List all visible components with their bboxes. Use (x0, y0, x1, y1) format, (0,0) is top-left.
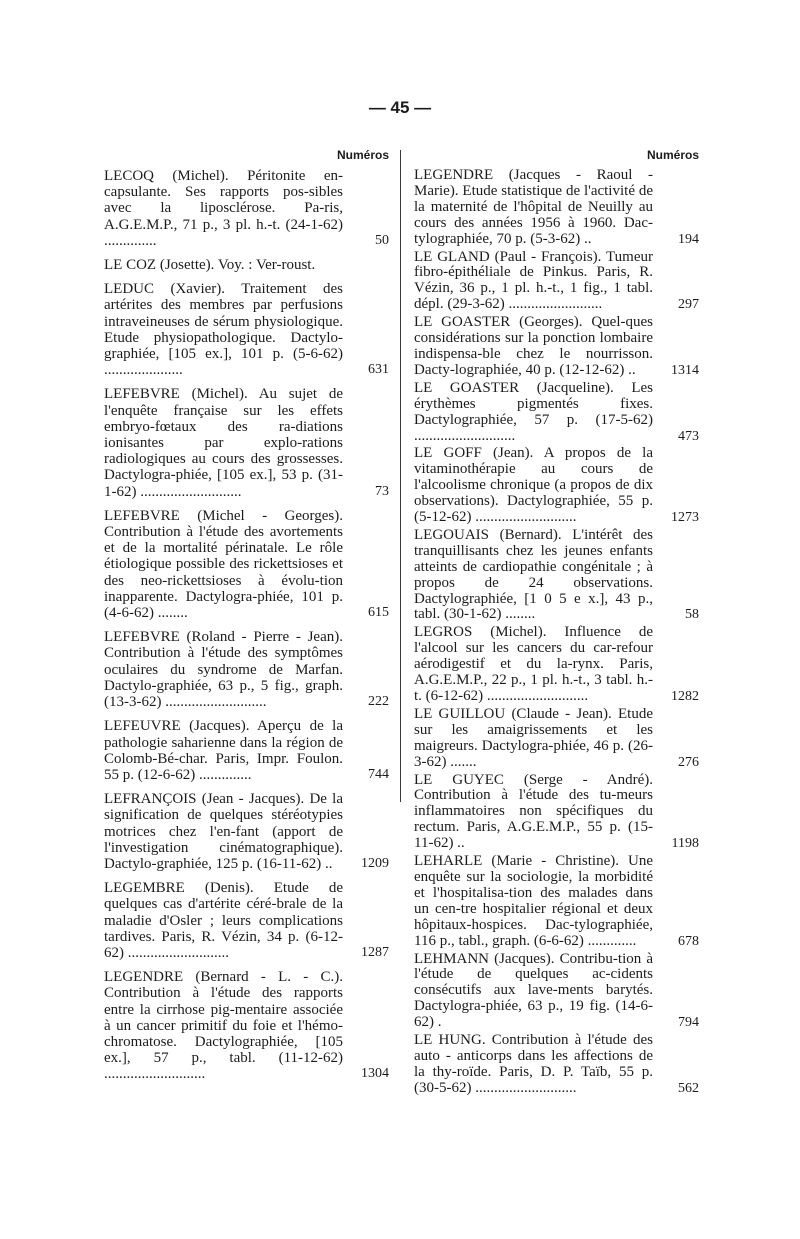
bibliography-entry (104, 791, 389, 872)
bibliography-entry (414, 446, 699, 526)
entry-text: LEGEMBRE (Denis). Etude de quelques cas d'artérite céré-brale de la maladie d'Osler ; leurs complications tardives. Paris, R. Vézin, 34 p. (6-12-62) ........................... (104, 880, 343, 961)
entry-number: 631 (368, 362, 389, 378)
bibliography-entry (414, 952, 699, 1032)
entry-number: 50 (375, 232, 389, 248)
bibliography-entry (414, 1033, 699, 1097)
entry-number: 73 (375, 483, 389, 499)
entry-number: 794 (678, 1015, 699, 1031)
bibliography-entry (104, 880, 389, 961)
bibliography-entry (104, 969, 389, 1082)
entry-text: LEGENDRE (Bernard - L. - C.). Contribution à l'étude des rapports entre la cirrhose pig-mentaire associée à un cancer primitif du foie et l'hémo-chromatose. Dactylographiée, [105 ex.], 57 p., tabl. (11-12-62) ........................... (104, 969, 343, 1083)
entry-number: 222 (368, 694, 389, 710)
entry-text: LECOQ (Michel). Péritonite en-capsulante. Ses rapports pos-sibles avec la liposclérose. Pa-ris, A.G.E.M.P., 71 p., 3 pl. h.-t. (24-1-62) .............. (104, 168, 343, 249)
entry-number: 1209 (361, 855, 389, 871)
column-header: Numéros (646, 148, 699, 162)
bibliography-entry (104, 281, 389, 378)
bibliography-entry (414, 168, 699, 248)
bibliography-entry (104, 629, 389, 710)
entry-text: LE HUNG. Contribution à l'étude des auto - anticorps dans les affections de la thy-roïde. Paris, D. P. Taïb, 55 p. (30-5-62) ........................... (414, 1032, 653, 1096)
bibliography-entry (414, 854, 699, 949)
entry-text: LEFRANÇOIS (Jean - Jacques). De la signification de quelques stéréotypies motrices chez l'en-fant (apport de l'investigation cinématographique). Dactylo-graphiée, 125 p. (16-11-62) .. (104, 791, 343, 872)
left-column (104, 148, 389, 1091)
entry-number: 1314 (671, 362, 699, 378)
entry-text: LE GLAND (Paul - François). Tumeur fibro-épithéliale de Pinkus. Paris, R. Vézin, 36 p., 1 pl. h.-t., 1 fig., 1 tabl. dépl. (29-3-62) ......................... (414, 248, 653, 313)
entry-text: LE COZ (Josette). Voy. : Ver-roust. (104, 257, 316, 274)
entry-number: 58 (685, 607, 699, 623)
entry-text: LEFEBVRE (Michel). Au sujet de l'enquête française sur les effets embryo-fœtaux des ra-diations ionisantes par explo-rations radiologiques au cours des grossesses. Dactylogra-phiée, [105 ex.], 53 p. (31-1-62) ........................... (104, 386, 343, 500)
entry-number: 1198 (671, 836, 699, 852)
entry-text: LEFEBVRE (Roland - Pierre - Jean). Contribution à l'étude des symptômes oculaires du syndrome de Marfan. Dactylo-graphiée, 63 p., 5 fig., graph. (13-3-62) ........................... (104, 629, 343, 711)
entry-text: LE GOASTER (Jacqueline). Les érythèmes pigmentés fixes. Dactylographiée, 57 p. (17-5-62) ........................... (414, 379, 653, 444)
entry-text: LE GOASTER (Georges). Quel-ques considérations sur la ponction lombaire indispensa-ble chez le nourrisson. Dacty-lographiée, 40 p. (12-12-62) .. (414, 314, 653, 378)
bibliography-entry (104, 168, 389, 249)
entry-number: 473 (678, 428, 699, 444)
entry-text: LEHMANN (Jacques). Contribu-tion à l'étude de quelques ac-cidents consécutifs aux lave-ments barytés. Dactylogra-phiée, 63 p., 19 fig. (14-6-62) . (414, 950, 653, 1031)
entry-text: LE GUILLOU (Claude - Jean). Etude sur les amaigrissements et les maigreurs. Dactylogra-phiée, 46 p. (26-3-62) ....... (414, 705, 653, 770)
bibliography-entry (414, 381, 699, 445)
bibliography-entry (414, 528, 699, 623)
entry-text: LEFEBVRE (Michel - Georges). Contribution à l'étude des avortements et de la mortalité périnatale. Le rôle étiologique possible des rickettsioses et des neo-rickettsioses à évolu-tion inapparente. Dactylogra-phiée, 101 p. (4-6-62) ........ (104, 507, 343, 622)
entry-number: 194 (678, 231, 699, 247)
column-header: Numéros (336, 148, 389, 162)
entry-number: 1282 (671, 689, 699, 704)
entry-number: 297 (678, 297, 699, 313)
bibliography-entry (414, 625, 699, 705)
entry-number: 1287 (361, 944, 389, 960)
entry-text: LE GUYEC (Serge - André). Contribution à l'étude des tu-meurs inflammatoires non spécifiques du rectum. Paris, A.G.E.M.P., 55 p. (15-11-62) .. (414, 771, 653, 852)
bibliography-entry (414, 773, 699, 853)
entry-number: 276 (678, 754, 699, 770)
entry-text: LEHARLE (Marie - Christine). Une enquête sur la sociologie, la morbidité et l'hospitalisa-tion des malades dans un cen-tre hospitalier régional et deux hôpitaux-hospices. Dac-tylographiée, 116 p., tabl., graph. (6-6-62) ............. (414, 853, 653, 949)
bibliography-entry (104, 508, 389, 621)
entry-text: LEDUC (Xavier). Traitement des artérites des membres par perfusions intraveineuses de sérum physiologique. Etude physiopathologique. Dactylo-graphiée, [105 ex.], 101 p. (5-6-62) ..................... (104, 281, 343, 379)
entry-text: LE GOFF (Jean). A propos de la vitaminothérapie au cours de l'alcoolisme chronique (a propos de dix observations). Dactylographiée, 55 p. (5-12-62) ........................... (414, 445, 653, 526)
entry-number: 1304 (361, 1066, 389, 1082)
entry-number: 678 (678, 933, 699, 949)
column-divider (400, 150, 401, 802)
entry-text: LEGENDRE (Jacques - Raoul - Marie). Etude statistique de l'activité de la maternité de l'hôpital de Neuilly au cours des années 1956 à 1960. Dac-tylographiée, 70 p. (5-3-62) .. (414, 167, 653, 247)
entry-number: 562 (678, 1080, 699, 1096)
right-column (414, 148, 699, 1099)
bibliography-entry (414, 315, 699, 379)
bibliography-entry (414, 250, 699, 314)
bibliography-entry (414, 707, 699, 771)
entry-number: 615 (368, 605, 389, 621)
bibliography-entry (104, 257, 389, 273)
entry-text: LEGROS (Michel). Influence de l'alcool sur les cancers du car-refour aérodigestif et du la-rynx. Paris, A.G.E.M.P., 22 p., 1 pl. h.-t., 3 tabl. h.-t. (6-12-62) ........................... (414, 624, 653, 704)
entry-text: LEGOUAIS (Bernard). L'intérêt des tranquillisants chez les jeunes enfants atteints de cardiopathie congénitale ; à propos de 24 observations. Dactylographiée, [1 0 5 e x.], 43 p., tabl. (30-1-62) ........ (414, 526, 653, 623)
entry-number: 1273 (671, 510, 699, 526)
entry-text: LEFEUVRE (Jacques). Aperçu de la pathologie saharienne dans la région de Colomb-Bé-char. Paris, Impr. Foulon. 55 p. (12-6-62) .............. (104, 718, 343, 783)
page-number: — 45 — (368, 98, 432, 117)
bibliography-entry (104, 718, 389, 783)
bibliography-entry (104, 386, 389, 499)
entry-number: 744 (368, 766, 389, 782)
